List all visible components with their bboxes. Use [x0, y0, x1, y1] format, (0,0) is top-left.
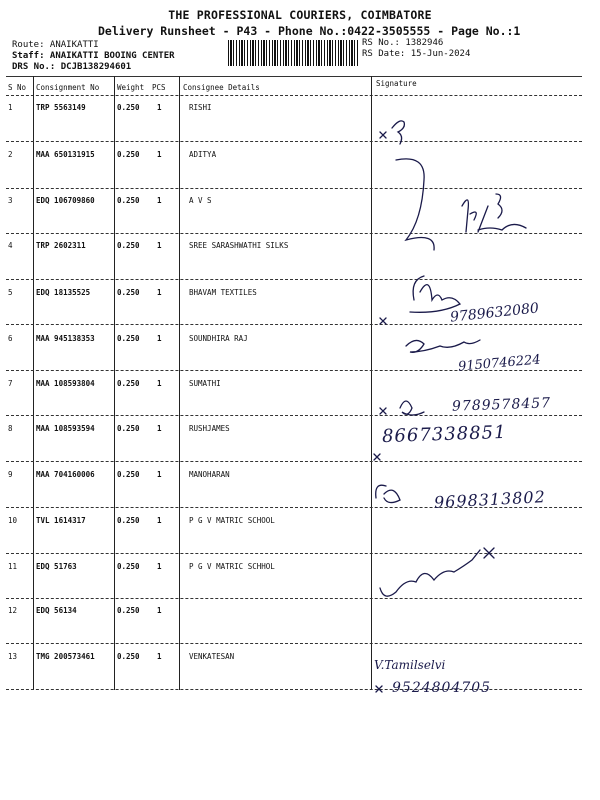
row-weight: 0.250 [117, 606, 140, 615]
handwritten-phone: 8667338851 [381, 421, 507, 448]
row-sno: 8 [8, 424, 13, 433]
staff-label: Staff: ANAIKATTI BOOING CENTER [12, 51, 175, 61]
col-header-pcs: PCS [152, 83, 166, 92]
rs-number: RS No.: 1382946 [362, 38, 444, 48]
row-sno: 2 [8, 150, 13, 159]
row-divider [6, 141, 582, 142]
row-sno: 1 [8, 103, 13, 112]
row-consignee: P G V MATRIC SCHHOL [189, 562, 275, 571]
row-divider [6, 553, 582, 554]
row-sno: 5 [8, 288, 13, 297]
row-consignment: MAA 108593594 [36, 424, 95, 433]
table-top-border [6, 76, 582, 77]
barcode [228, 40, 358, 66]
row-weight: 0.250 [117, 516, 140, 525]
row-consignment: MAA 704160006 [36, 470, 95, 479]
row-weight: 0.250 [117, 334, 140, 343]
handwritten-phone: 9150746224 [457, 352, 542, 375]
row-consignee: BHAVAM TEXTILES [189, 288, 257, 297]
row-consignee: RUSHJAMES [189, 424, 230, 433]
row-pcs: 1 [157, 334, 162, 343]
runsheet-subtitle: Delivery Runsheet - P43 - Phone No.:0422-3505555 - Page No.:1 [98, 24, 521, 38]
row-weight: 0.250 [117, 196, 140, 205]
row-weight: 0.250 [117, 150, 140, 159]
row-consignment: MAA 108593804 [36, 379, 95, 388]
table-header-border [6, 95, 582, 96]
route-label: Route: ANAIKATTI [12, 40, 99, 50]
row-divider [6, 279, 582, 280]
row-consignment: TVL 1614317 [36, 516, 86, 525]
row-sno: 4 [8, 241, 13, 250]
row-divider [6, 689, 582, 690]
row-weight: 0.250 [117, 288, 140, 297]
row-consignment: EDQ 56134 [36, 606, 77, 615]
row-sno: 11 [8, 562, 18, 571]
rs-date: RS Date: 15-Jun-2024 [362, 49, 471, 59]
company-title: THE PROFESSIONAL COURIERS, COIMBATORE [168, 8, 432, 22]
row-pcs: 1 [157, 424, 162, 433]
row-divider [6, 598, 582, 599]
row-sno: 13 [8, 652, 18, 661]
row-pcs: 1 [157, 241, 162, 250]
row-weight: 0.250 [117, 470, 140, 479]
row-weight: 0.250 [117, 424, 140, 433]
handwritten-phone: 9524804705 [392, 680, 492, 696]
row-sno: 6 [8, 334, 13, 343]
row-consignee: MANOHARAN [189, 470, 230, 479]
col-header-consignee: Consignee Details [183, 83, 260, 92]
row-consignment: TRP 2602311 [36, 241, 86, 250]
row-sno: 12 [8, 606, 18, 615]
col-header-sno: S No [8, 83, 27, 92]
row-divider [6, 233, 582, 234]
row-divider [6, 188, 582, 189]
row-consignment: EDQ 51763 [36, 562, 77, 571]
row-divider [6, 324, 582, 325]
row-pcs: 1 [157, 652, 162, 661]
row-sno: 7 [8, 379, 13, 388]
row-consignment: EDQ 18135525 [36, 288, 91, 297]
row-consignment: TRP 5563149 [36, 103, 86, 112]
row-consignee: SREE SARASHWATHI SILKS [189, 241, 289, 250]
row-consignment: TMG 200573461 [36, 652, 95, 661]
handwritten-phone: 9789632080 [449, 300, 540, 326]
row-consignee: P G V MATRIC SCHOOL [189, 516, 275, 525]
row-weight: 0.250 [117, 241, 140, 250]
row-consignment: MAA 945138353 [36, 334, 95, 343]
row-divider [6, 461, 582, 462]
row-consignment: MAA 650131915 [36, 150, 95, 159]
row-pcs: 1 [157, 379, 162, 388]
row-consignee: SOUNDHIRA RAJ [189, 334, 248, 343]
row-sno: 3 [8, 196, 13, 205]
row-weight: 0.250 [117, 652, 140, 661]
row-weight: 0.250 [117, 562, 140, 571]
row-consignee: A V S [189, 196, 212, 205]
col-header-consignment: Consignment No [36, 83, 100, 92]
drs-number: DRS No.: DCJB138294601 [12, 62, 132, 72]
row-pcs: 1 [157, 606, 162, 615]
row-pcs: 1 [157, 516, 162, 525]
row-consignee: ADITYA [189, 150, 217, 159]
row-consignment: EDQ 106709860 [36, 196, 95, 205]
row-pcs: 1 [157, 288, 162, 297]
row-pcs: 1 [157, 150, 162, 159]
row-consignee: SUMATHI [189, 379, 221, 388]
row-weight: 0.250 [117, 103, 140, 112]
col-header-signature: Signature [376, 79, 417, 88]
row-divider [6, 415, 582, 416]
row-sno: 9 [8, 470, 13, 479]
row-divider [6, 643, 582, 644]
handwritten-phone: 9789578457 [451, 395, 552, 415]
row-pcs: 1 [157, 196, 162, 205]
row-consignee: VENKATESAN [189, 652, 235, 661]
row-pcs: 1 [157, 103, 162, 112]
row-pcs: 1 [157, 562, 162, 571]
row-weight: 0.250 [117, 379, 140, 388]
handwritten-phone: 9698313802 [433, 487, 547, 512]
row-consignee: RISHI [189, 103, 212, 112]
row-pcs: 1 [157, 470, 162, 479]
handwritten-name: V.Tamilselvi [374, 658, 446, 672]
col-header-weight: Weight [117, 83, 145, 92]
row-sno: 10 [8, 516, 18, 525]
